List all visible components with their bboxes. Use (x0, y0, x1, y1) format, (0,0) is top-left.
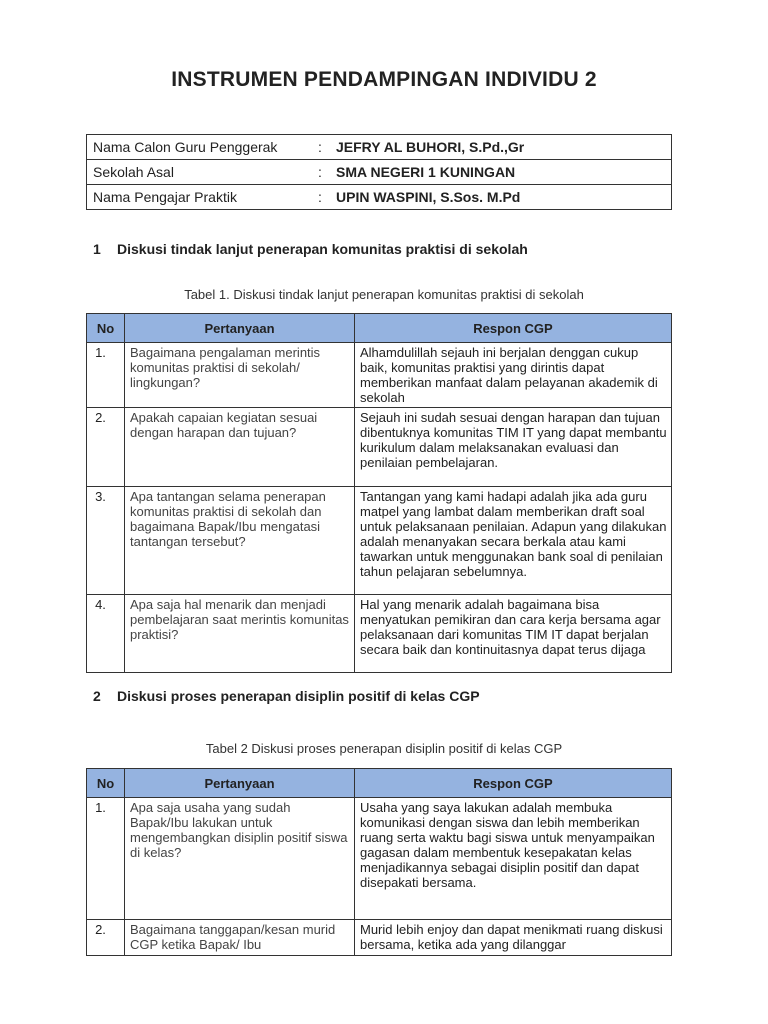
identity-label: Nama Calon Guru Penggerak (87, 135, 319, 160)
row-number: 1. (87, 343, 125, 408)
identity-label: Nama Pengajar Praktik (87, 185, 319, 210)
section-2-heading (93, 688, 480, 704)
row-response: Usaha yang saya lakukan adalah membuka komunikasi dengan siswa dan lebih memberikan ruang serta waktu bagi siswa untuk menyampaikan gagasan dalam membentuk kesepakatan kelas menjadikannya sebagai disiplin positif dan dapat disepakati bersama. (355, 798, 672, 920)
identity-colon: : (318, 160, 336, 185)
row-response: Tantangan yang kami hadapi adalah jika ada guru matpel yang lambat dalam memberikan draft soal untuk pelaksanaan penilaian. Adapun yang dilakukan adalah menanyakan secara berkala atau kami tawarkan untuk menggunakan bank soal di penilaian tahun pelajaran sebelumnya. (355, 487, 672, 595)
identity-row (87, 185, 672, 210)
table-row (87, 408, 672, 487)
section-1-heading (93, 241, 528, 257)
table-row (87, 595, 672, 673)
page-title: INSTRUMEN PENDAMPINGAN INDIVIDU 2 (171, 68, 597, 91)
section-title: Diskusi tindak lanjut penerapan komunitas praktisi di sekolah (117, 241, 528, 257)
identity-row (87, 135, 672, 160)
table-2-caption: Tabel 2 Diskusi proses penerapan disiplin positif di kelas CGP (205, 741, 563, 756)
identity-row (87, 160, 672, 185)
row-response: Murid lebih enjoy dan dapat menikmati ruang diskusi bersama, ketika ada yang dilanggar (355, 920, 672, 956)
row-response: Alhamdulillah sejauh ini berjalan denggan cukup baik, komunitas praktisi yang dirintis dapat memberikan manfaat dalam pelayanan akademik di sekolah (355, 343, 672, 408)
identity-value: SMA NEGERI 1 KUNINGAN (336, 160, 672, 185)
header-question: Pertanyaan (125, 769, 355, 798)
identity-value: JEFRY AL BUHORI, S.Pd.,Gr (336, 135, 672, 160)
row-response: Hal yang menarik adalah bagaimana bisa menyatukan pemikiran dan cara kerja bersama agar pelaksanaan dari komunitas TIM IT dapat berjalan secara baik dan kontinuitasnya dapat terus dijaga (355, 595, 672, 673)
row-question: Bagaimana tanggapan/kesan murid CGP ketika Bapak/ Ibu (125, 920, 355, 956)
header-no: No (87, 314, 125, 343)
row-number: 4. (87, 595, 125, 673)
identity-colon: : (318, 135, 336, 160)
row-question: Apakah capaian kegiatan sesuai dengan harapan dan tujuan? (125, 408, 355, 487)
table-row (87, 343, 672, 408)
table-row (87, 798, 672, 920)
row-question: Apa saja usaha yang sudah Bapak/Ibu lakukan untuk mengembangkan disiplin positif siswa di kelas? (125, 798, 355, 920)
section-number: 2 (93, 688, 101, 704)
header-no: No (87, 769, 125, 798)
header-response: Respon CGP (355, 769, 672, 798)
row-number: 1. (87, 798, 125, 920)
table-1-caption: Tabel 1. Diskusi tindak lanjut penerapan komunitas praktisi di sekolah (184, 287, 584, 302)
table-header-row (87, 769, 672, 798)
section-title: Diskusi proses penerapan disiplin positif di kelas CGP (117, 688, 480, 704)
row-question: Apa tantangan selama penerapan komunitas praktisi di sekolah dan bagaimana Bapak/Ibu mengatasi tantangan tersebut? (125, 487, 355, 595)
header-response: Respon CGP (355, 314, 672, 343)
table-2 (86, 768, 672, 956)
identity-table (86, 134, 672, 210)
row-number: 2. (87, 920, 125, 956)
table-row (87, 487, 672, 595)
row-question: Apa saja hal menarik dan menjadi pembelajaran saat merintis komunitas praktisi? (125, 595, 355, 673)
identity-value: UPIN WASPINI, S.Sos. M.Pd (336, 185, 672, 210)
header-question: Pertanyaan (125, 314, 355, 343)
row-number: 2. (87, 408, 125, 487)
table-header-row (87, 314, 672, 343)
row-question: Bagaimana pengalaman merintis komunitas praktisi di sekolah/ lingkungan? (125, 343, 355, 408)
table-row (87, 920, 672, 956)
table-1 (86, 313, 672, 673)
identity-colon: : (318, 185, 336, 210)
row-response: Sejauh ini sudah sesuai dengan harapan dan tujuan dibentuknya komunitas TIM IT yang dapat membantu kurikulum dalam melaksanakan evaluasi dan penilaian pembelajaran. (355, 408, 672, 487)
row-number: 3. (87, 487, 125, 595)
identity-label: Sekolah Asal (87, 160, 319, 185)
section-number: 1 (93, 241, 101, 257)
